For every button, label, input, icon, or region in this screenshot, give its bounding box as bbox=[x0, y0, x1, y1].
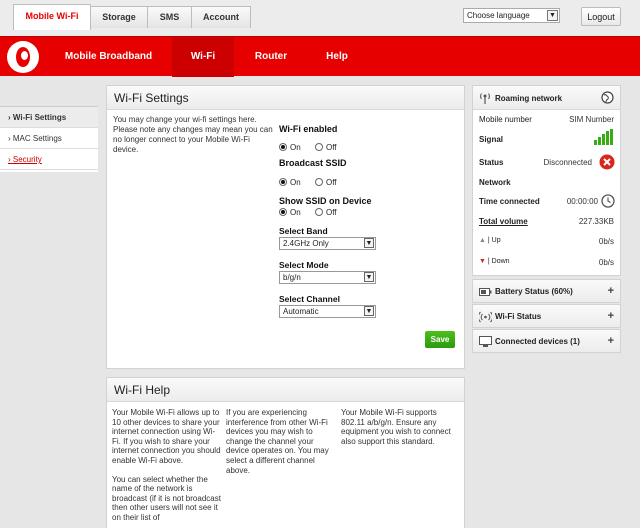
radio-label: On bbox=[290, 208, 301, 217]
broadcast-off-radio[interactable] bbox=[315, 178, 323, 186]
show-ssid-label: Show SSID on Device bbox=[279, 196, 372, 206]
tab-mobile-wifi[interactable]: Mobile Wi-Fi bbox=[13, 4, 91, 30]
select-channel-label: Select Channel bbox=[279, 294, 340, 304]
radio-label: On bbox=[290, 143, 301, 152]
clock-icon bbox=[601, 194, 615, 208]
nav-help[interactable]: Help bbox=[326, 51, 348, 62]
tab-storage[interactable]: Storage bbox=[90, 6, 148, 28]
help-column-1 bbox=[112, 408, 222, 523]
help-text: Your Mobile Wi-Fi allows up to 10 other devices to share your internet connection using Wi-Fi. If you wish to share your internet connection you should enable Wi-Fi above. bbox=[112, 408, 221, 465]
nav-router[interactable]: Router bbox=[254, 51, 288, 62]
left-menu-mac-settings[interactable]: › MAC Settings bbox=[0, 128, 98, 149]
wifi-status-label: Wi-Fi Status bbox=[495, 312, 542, 321]
select-band-label: Select Band bbox=[279, 226, 328, 236]
mobile-number-value: SIM Number bbox=[569, 115, 614, 124]
mobile-number-label: Mobile number bbox=[479, 115, 532, 124]
error-icon bbox=[599, 154, 615, 170]
tab-account[interactable]: Account bbox=[191, 6, 251, 28]
upload-label: Up bbox=[491, 237, 501, 244]
language-select-value: Choose language bbox=[467, 11, 530, 20]
radio-label: Off bbox=[326, 143, 337, 152]
left-menu-label: MAC Settings bbox=[12, 134, 62, 143]
chevron-down-icon: ▼ bbox=[365, 274, 373, 281]
left-menu-label: Security bbox=[12, 155, 42, 164]
chevron-down-icon: ▼ bbox=[365, 308, 373, 315]
help-column-2: If you are experiencing interference from other Wi-Fi devices you may wish to change the channel your device operates on. You may select a different channel above. bbox=[226, 408, 329, 475]
help-text: You can select whether the name of the network is broadcast (if it is not broadcast then other users will not see it on their list of bbox=[112, 474, 221, 522]
band-select[interactable] bbox=[279, 237, 376, 250]
status-panel-header bbox=[473, 86, 620, 110]
total-volume-value: 227.33KB bbox=[578, 217, 614, 226]
show-ssid-on-radio[interactable] bbox=[279, 208, 287, 216]
left-menu bbox=[0, 106, 98, 172]
status-value: Disconnected bbox=[543, 158, 592, 167]
battery-status-accordion[interactable] bbox=[472, 279, 621, 303]
select-mode-label: Select Mode bbox=[279, 260, 329, 270]
arrow-down-icon: ▼ bbox=[479, 258, 486, 265]
radio-label: Off bbox=[326, 208, 337, 217]
wifi-icon bbox=[479, 311, 492, 323]
page-title: Wi-Fi Settings bbox=[107, 86, 464, 110]
broadcast-ssid-label: Broadcast SSID bbox=[279, 158, 347, 168]
top-tab-bar bbox=[0, 0, 640, 36]
band-select-value: 2.4GHz Only bbox=[283, 239, 329, 248]
status-panel bbox=[472, 85, 621, 276]
expand-icon: + bbox=[607, 310, 614, 322]
save-button[interactable]: Save bbox=[425, 331, 455, 348]
battery-status-label: Battery Status (60%) bbox=[495, 287, 573, 296]
battery-icon bbox=[479, 288, 492, 296]
tab-sms[interactable]: SMS bbox=[147, 6, 192, 28]
vodafone-logo-icon bbox=[7, 41, 39, 73]
broadcast-on-radio[interactable] bbox=[279, 178, 287, 186]
wifi-status-accordion[interactable] bbox=[472, 304, 621, 328]
show-ssid-off-radio[interactable] bbox=[315, 208, 323, 216]
main-nav bbox=[0, 36, 640, 76]
download-row: ▼ | Down bbox=[479, 258, 510, 265]
wifi-enabled-label: Wi-Fi enabled bbox=[279, 124, 338, 134]
mode-select[interactable] bbox=[279, 271, 376, 284]
monitor-icon bbox=[479, 336, 492, 348]
total-volume-link[interactable]: Total volume bbox=[479, 217, 528, 226]
time-connected-label: Time connected bbox=[479, 197, 540, 206]
roaming-network-title: Roaming network bbox=[495, 94, 563, 103]
wifi-settings-panel bbox=[106, 85, 465, 369]
expand-icon: + bbox=[607, 335, 614, 347]
left-menu-wifi-settings[interactable]: › Wi-Fi Settings bbox=[0, 107, 98, 128]
download-label: Down bbox=[491, 258, 510, 265]
expand-icon: + bbox=[607, 285, 614, 297]
wifi-help-panel bbox=[106, 377, 465, 528]
globe-icon[interactable] bbox=[601, 91, 614, 104]
radio-label: On bbox=[290, 178, 301, 187]
upload-value: 0b/s bbox=[598, 237, 614, 246]
connected-devices-label: Connected devices (1) bbox=[495, 337, 580, 346]
wifi-enabled-on-radio[interactable] bbox=[279, 143, 287, 151]
upload-row: ▲ | Up bbox=[479, 237, 501, 244]
network-label: Network bbox=[479, 178, 511, 187]
channel-select-value: Automatic bbox=[283, 307, 319, 316]
signal-label: Signal bbox=[479, 135, 504, 144]
time-connected-value: 00:00:00 bbox=[566, 197, 598, 206]
mode-select-value: b/g/n bbox=[283, 273, 301, 282]
status-label: Status bbox=[479, 158, 504, 167]
nav-mobile-broadband[interactable]: Mobile Broadband bbox=[64, 51, 153, 62]
settings-intro: You may change your wi-fi settings here. Please note any changes may mean you can no longer connect to your Mobile Wi-Fi device. bbox=[113, 115, 273, 154]
help-title: Wi-Fi Help bbox=[107, 378, 464, 402]
channel-select[interactable] bbox=[279, 305, 376, 318]
nav-wifi[interactable]: Wi-Fi bbox=[172, 37, 234, 77]
left-menu-label: Wi-Fi Settings bbox=[12, 113, 67, 122]
logout-button[interactable]: Logout bbox=[581, 7, 621, 26]
chevron-down-icon: ▼ bbox=[547, 10, 558, 21]
antenna-icon bbox=[479, 92, 491, 105]
wifi-enabled-off-radio[interactable] bbox=[315, 143, 323, 151]
connected-devices-accordion[interactable] bbox=[472, 329, 621, 353]
arrow-up-icon: ▲ bbox=[479, 237, 486, 244]
signal-bars-icon bbox=[594, 129, 614, 145]
download-value: 0b/s bbox=[598, 258, 614, 267]
radio-label: Off bbox=[326, 178, 337, 187]
left-menu-security[interactable]: › Security bbox=[0, 149, 98, 170]
chevron-down-icon: ▼ bbox=[365, 240, 373, 247]
language-select[interactable] bbox=[463, 8, 560, 23]
help-column-3: Your Mobile Wi-Fi supports 802.11 a/b/g/n. Ensure any equipment you wish to connect also support this standard. bbox=[341, 408, 451, 446]
